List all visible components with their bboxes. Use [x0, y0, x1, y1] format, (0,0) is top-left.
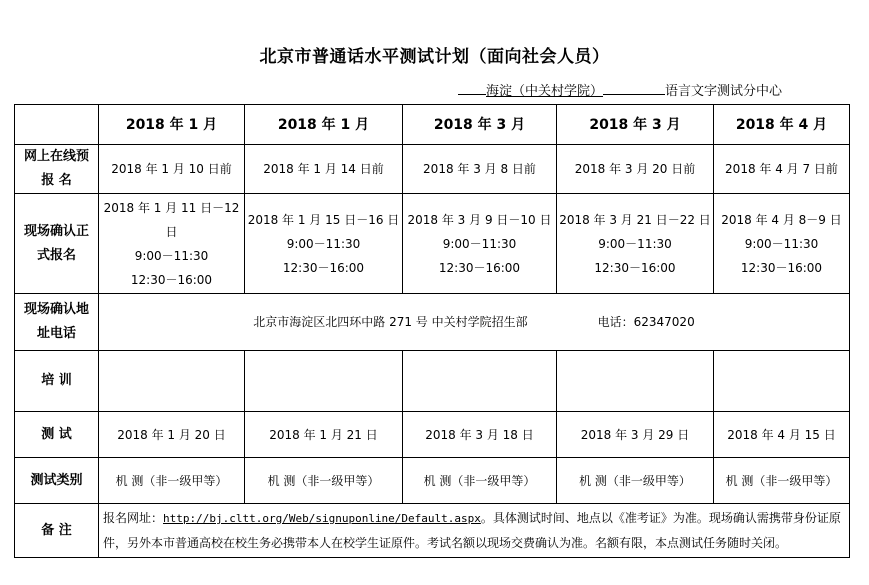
test-category-cell: 机 测（非一级甲等） [714, 458, 850, 504]
test-date-cell: 2018 年 1 月 21 日 [245, 412, 403, 458]
header-row [15, 105, 850, 145]
training-cell [403, 351, 557, 412]
training-cell [557, 351, 714, 412]
address-cell [99, 294, 850, 351]
online-deadline-cell: 2018 年 1 月 14 日前 [245, 145, 403, 194]
row-label-category: 测试类别 [15, 458, 99, 504]
row-label-address: 现场确认地 址电话 [15, 294, 99, 351]
row-label-confirm: 现场确认正 式报名 [15, 194, 99, 294]
test-date-cell: 2018 年 3 月 18 日 [403, 412, 557, 458]
online-registration-row [15, 145, 850, 194]
test-date-cell: 2018 年 1 月 20 日 [99, 412, 245, 458]
test-date-cell: 2018 年 4 月 15 日 [714, 412, 850, 458]
column-header: 2018 年 3 月 [403, 105, 557, 145]
header-corner [15, 105, 99, 145]
underline-blank [458, 82, 486, 95]
confirm-cell: 2018 年 3 月 9 日－10 日 9:00－11:30 12:30－16:00 [403, 194, 557, 294]
center-name: 海淀（中关村学院） [486, 84, 604, 99]
confirm-cell: 2018 年 1 月 15 日－16 日 9:00－11:30 12:30－16:00 [245, 194, 403, 294]
center-subtitle [458, 80, 782, 99]
test-date-cell: 2018 年 3 月 29 日 [557, 412, 714, 458]
row-label-online: 网上在线预 报 名 [15, 145, 99, 194]
column-header: 2018 年 3 月 [557, 105, 714, 145]
remarks-text: 。具体测试时间、地点以《准考证》为准。现场确认需携带身份证原件，另外本市普通高校在校生务必携带本人在校学生证原件。考试名额以现场交费确认为准。名额有限，本点测试任务随时关闭。 [103, 511, 841, 550]
online-deadline-cell: 2018 年 3 月 20 日前 [557, 145, 714, 194]
address-text: 北京市海淀区北四环中路 271 号 中关村学院招生部 [253, 315, 528, 329]
column-header: 2018 年 4 月 [714, 105, 850, 145]
row-label-test: 测 试 [15, 412, 99, 458]
test-category-cell: 机 测（非一级甲等） [245, 458, 403, 504]
test-category-row [15, 458, 850, 504]
training-cell [245, 351, 403, 412]
row-label-training: 培 训 [15, 351, 99, 412]
training-row [15, 351, 850, 412]
remarks-row [15, 504, 850, 558]
remarks-prefix: 报名网址： [103, 511, 164, 525]
test-category-cell: 机 测（非一级甲等） [99, 458, 245, 504]
online-deadline-cell: 2018 年 3 月 8 日前 [403, 145, 557, 194]
phone-text: 电话：62347020 [597, 315, 695, 329]
training-cell [714, 351, 850, 412]
remarks-cell [99, 504, 850, 558]
confirm-cell: 2018 年 4 月 8－9 日 9:00－11:30 12:30－16:00 [714, 194, 850, 294]
page-title: 北京市普通话水平测试计划（面向社会人员） [259, 47, 610, 67]
column-header: 2018 年 1 月 [245, 105, 403, 145]
online-deadline-cell: 2018 年 4 月 7 日前 [714, 145, 850, 194]
underline-blank [603, 82, 665, 95]
confirm-cell: 2018 年 3 月 21 日－22 日 9:00－11:30 12:30－16:00 [557, 194, 714, 294]
schedule-table [14, 104, 850, 558]
test-category-cell: 机 测（非一级甲等） [403, 458, 557, 504]
confirm-cell: 2018 年 1 月 11 日－12 日 9:00－11:30 12:30－16:00 [99, 194, 245, 294]
online-deadline-cell: 2018 年 1 月 10 日前 [99, 145, 245, 194]
test-category-cell: 机 测（非一级甲等） [557, 458, 714, 504]
center-suffix: 语言文字测试分中心 [665, 84, 783, 99]
test-date-row [15, 412, 850, 458]
training-cell [99, 351, 245, 412]
address-row [15, 294, 850, 351]
column-header: 2018 年 1 月 [99, 105, 245, 145]
row-label-remarks: 备 注 [15, 504, 99, 558]
signup-url-link[interactable]: http://bj.cltt.org/Web/signuponline/Default.aspx [163, 512, 481, 525]
onsite-confirm-row [15, 194, 850, 294]
